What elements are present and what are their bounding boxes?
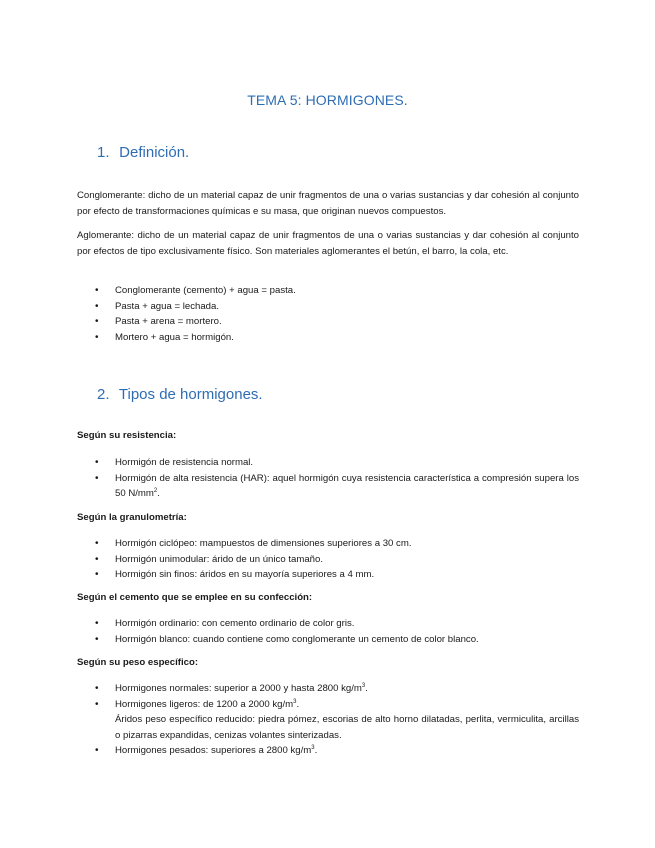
list-item: • Hormigón de resistencia normal. — [77, 455, 579, 471]
section-title: Definición. — [119, 144, 190, 161]
resistencia-list — [77, 455, 579, 502]
item-text: Hormigón de alta resistencia (HAR): aquel hormigón cuya resistencia característica a compresión supera los 50 N/mm — [115, 472, 579, 500]
definition-list — [77, 283, 579, 345]
cemento-list — [77, 616, 579, 647]
list-item — [77, 681, 579, 697]
item-text: Hormigones ligeros: de 1200 a 2000 kg/m — [115, 698, 294, 710]
subheading-peso: Según su peso específico: — [77, 657, 199, 668]
section-heading-definicion — [97, 144, 189, 161]
paragraph-conglomerante: Conglomerante: dicho de un material capaz de unir fragmentos de una o varias sustancias y dar cohesión al conjunto por efecto de transformaciones químicas e su masa, que originan nuevos compuestos. — [77, 190, 579, 217]
page-title: TEMA 5: HORMIGONES. — [247, 92, 408, 108]
subheading-resistencia: Según su resistencia: — [77, 430, 177, 441]
paragraph-aglomerante: Aglomerante: dicho de un material capaz de unir fragmentos de una o varias sustancias y dar cohesión al conjunto por efectos de tipo exclusivamente físico. Son materiales aglomerantes el betún, el barro, la cola, etc. — [77, 230, 579, 257]
list-item: • Hormigón unimodular: árido de un único tamaño. — [77, 552, 579, 568]
subheading-granulometria: Según la granulometría: — [77, 512, 187, 523]
item-end: . — [365, 683, 368, 694]
section-number: 2. — [97, 386, 110, 403]
section-number: 1. — [97, 144, 110, 161]
item-end: . — [157, 488, 160, 500]
superscript: 3 — [311, 745, 315, 752]
list-item: • Hormigón sin finos: áridos en su mayoría superiores a 4 mm. — [77, 567, 579, 583]
section-heading-tipos — [97, 386, 263, 403]
list-item: • Hormigón ciclópeo: mampuestos de dimensiones superiores a 30 cm. — [77, 536, 579, 552]
list-item: • Hormigón ordinario: con cemento ordinario de color gris. — [77, 616, 579, 632]
list-item: • Hormigón blanco: cuando contiene como conglomerante un cemento de color blanco. — [77, 632, 579, 648]
item-end: . — [314, 745, 318, 757]
superscript: 3 — [293, 698, 297, 705]
item-text: Hormigones normales: superior a 2000 y hasta 2800 kg/m — [115, 683, 362, 694]
list-item — [77, 471, 579, 502]
list-item: • Conglomerante (cemento) + agua = pasta. — [77, 283, 579, 299]
item-end: . — [296, 698, 300, 710]
superscript: 3 — [361, 683, 366, 689]
list-item: • Pasta + agua = lechada. — [77, 299, 579, 315]
item-continuation: Áridos peso específico reducido: piedra pómez, escorias de alto horno dilatadas, perlita, vermiculita, arcillas o pizarras expandidas, cenizas volantes sinterizadas. — [115, 714, 579, 741]
list-item — [77, 697, 579, 744]
peso-list — [77, 681, 579, 759]
item-text: Hormigones pesados: superiores a 2800 kg/m — [115, 745, 312, 757]
section-title: Tipos de hormigones. — [118, 386, 263, 403]
granulometria-list — [77, 536, 579, 583]
list-item — [77, 743, 579, 759]
subheading-cemento: Según el cemento que se emplee en su confección: — [77, 592, 313, 603]
superscript: 2 — [153, 488, 158, 495]
list-item: • Pasta + arena = mortero. — [77, 314, 579, 330]
list-item: • Mortero + agua = hormigón. — [77, 330, 579, 346]
